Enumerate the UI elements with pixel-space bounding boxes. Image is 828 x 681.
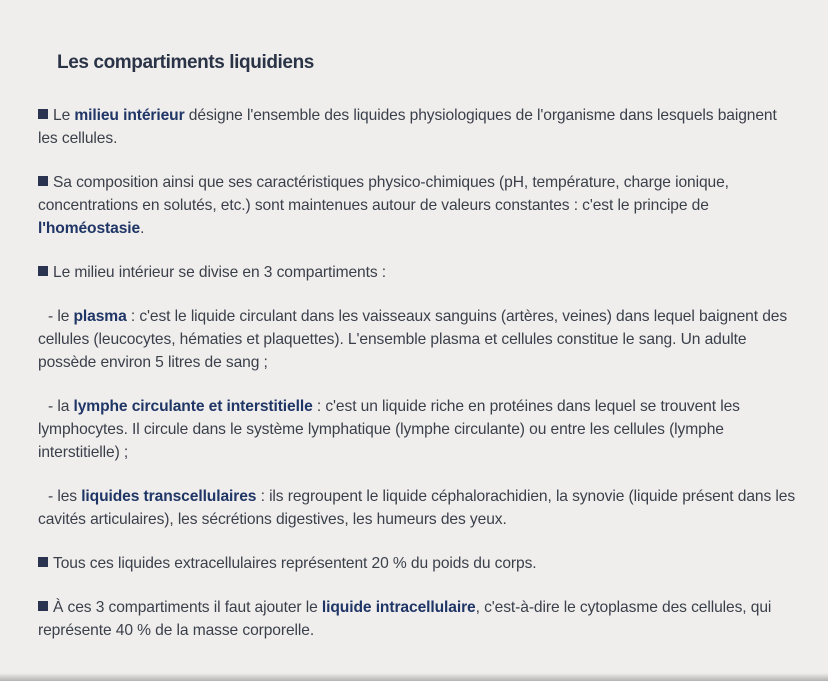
paragraph-text: - les (48, 488, 82, 505)
square-bullet-icon (38, 266, 48, 276)
paragraph-text: . (140, 220, 145, 237)
paragraph-text: Le milieu intérieur se divise en 3 compartiments : (53, 264, 387, 281)
paragraph-p1 (38, 104, 798, 150)
paragraph-text: , c'est-à-dire le cytoplasme des cellules, qui représente 40 % de la masse corporelle. (38, 599, 772, 639)
paragraph-text: : c'est un liquide riche en protéines dans lequel se trouvent les lymphocytes. Il circule dans le système lymphatique (lymphe circulante) ou entre les cellules (lymphe interstitielle) ; (38, 398, 740, 461)
square-bullet-icon (38, 557, 48, 567)
paragraph-p5 (38, 395, 798, 464)
paragraph-text: Sa composition ainsi que ses caractéristiques physico-chimiques (pH, température, charge ionique, concentrations en solutés, etc.) sont maintenues autour de valeurs constantes : c'est le principe de (38, 174, 729, 214)
paragraph-text: - la (48, 398, 74, 415)
page-bottom-edge (0, 673, 828, 681)
keyword-text: liquide intracellulaire (321, 599, 476, 616)
paragraph-text: - le (48, 308, 74, 325)
keyword-text: l'homéostasie (38, 220, 141, 237)
paragraph-p3 (38, 261, 798, 284)
square-bullet-icon (38, 176, 48, 186)
keyword-text: milieu intérieur (74, 107, 185, 124)
keyword-text: liquides transcellulaires (81, 488, 257, 505)
paragraph-text: désigne l'ensemble des liquides physiologiques de l'organisme dans lesquels baignent les cellules. (38, 107, 777, 147)
keyword-text: plasma (73, 308, 127, 325)
paragraph-text: : c'est le liquide circulant dans les vaisseaux sanguins (artères, veines) dans lequel baignent des cellules (leucocytes, hématies et plaquettes). L'ensemble plasma et cellules constitue le sang. Un adulte possède environ 5 litres de sang ; (38, 308, 788, 371)
paragraph-p7 (38, 552, 798, 575)
paragraph-p8 (38, 596, 798, 642)
document-body (38, 104, 798, 642)
paragraph-text: Tous ces liquides extracellulaires représentent 20 % du poids du corps. (53, 555, 537, 572)
paragraph-text: : ils regroupent le liquide céphalorachidien, la synovie (liquide présent dans les cavités articulaires), les sécrétions digestives, les humeurs des yeux. (38, 488, 796, 528)
paragraph-text: À ces 3 compartiments il faut ajouter le (53, 599, 322, 616)
square-bullet-icon (38, 109, 48, 119)
section-title: Les compartiments liquidiens (57, 52, 314, 73)
keyword-text: lymphe circulante et interstitielle (73, 398, 313, 415)
square-bullet-icon (38, 601, 48, 611)
paragraph-p6 (38, 485, 798, 531)
paragraph-text: Le (53, 107, 75, 124)
paragraph-p2 (38, 171, 798, 240)
paragraph-p4 (38, 305, 798, 374)
